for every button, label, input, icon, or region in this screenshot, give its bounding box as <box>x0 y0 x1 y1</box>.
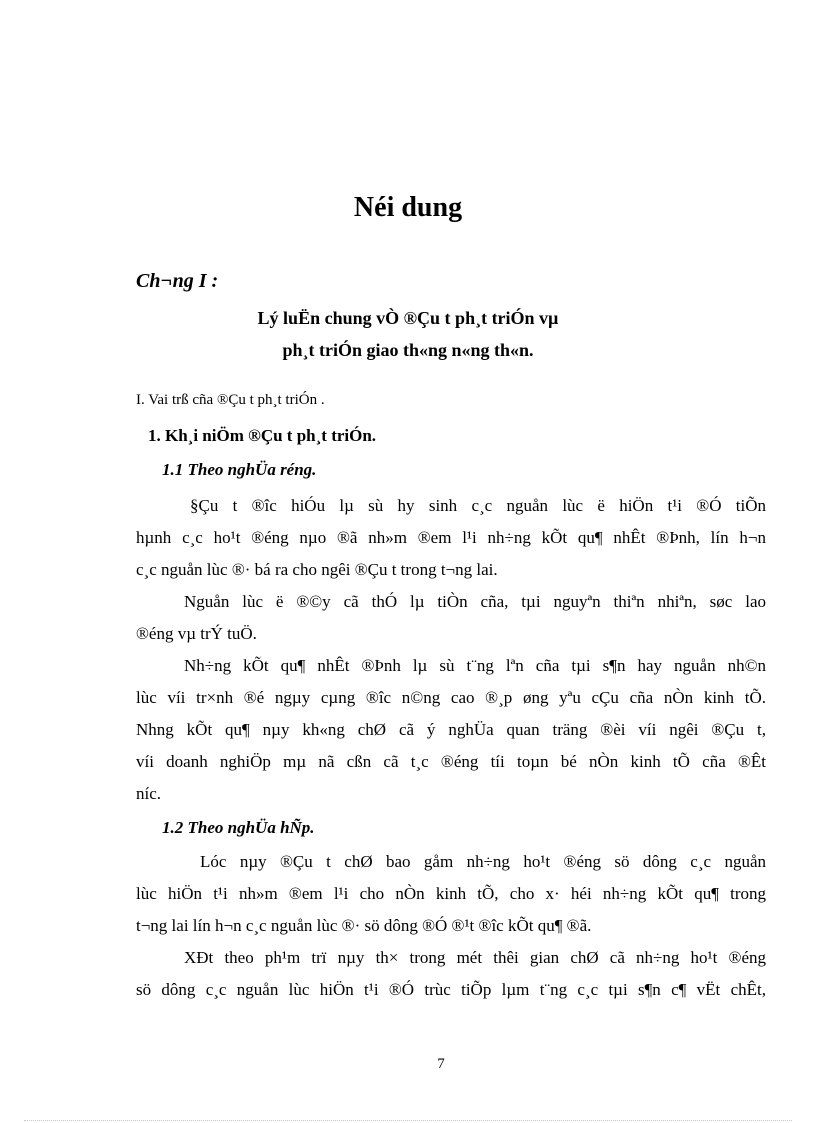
section-heading-i: I. Vai trß cña ®Çu t ph¸t triÓn . <box>136 392 325 408</box>
section-heading-1-2: 1.2 Theo nghÜa hÑp. <box>162 818 315 837</box>
paragraph-3-line: Nh÷ng kÕt qu¶ nhÊt ®Þnh lµ sù t¨ng lªn cña tµi s¶n hay nguån nh©n <box>184 656 766 675</box>
chapter-title-line-2: ph¸t triÓn giao th«ng n«ng th«n. <box>282 340 534 360</box>
paragraph-2 <box>136 586 766 650</box>
paragraph-5 <box>136 942 766 1006</box>
section-heading-1-1: 1.1 Theo nghÜa réng. <box>162 460 317 479</box>
page-bottom-divider <box>24 1120 792 1121</box>
page-title: Néi dung <box>353 192 463 223</box>
paragraph-4-line: t¬ng lai lín h¬n c¸c nguån lùc ®· sö dông ®Ó ®¹t ®îc kÕt qu¶ ®ã. <box>136 916 592 935</box>
paragraph-4-line: Lóc nµy ®Çu t chØ bao gåm nh÷ng ho¹t ®éng sö dông c¸c nguån <box>200 852 766 871</box>
paragraph-4 <box>136 846 766 942</box>
paragraph-3 <box>136 650 766 810</box>
paragraph-3-line: lùc víi tr×nh ®é ngµy cµng ®îc n©ng cao ®¸p øng yªu cÇu cña nÒn kinh tÕ. <box>136 688 766 707</box>
paragraph-1-line: hµnh c¸c ho¹t ®éng nµo ®ã nh»m ®em l¹i nh÷ng kÕt qu¶ nhÊt ®Þnh, lín h¬n <box>136 528 766 547</box>
paragraph-4-line: lùc hiÖn t¹i nh»m ®em l¹i cho nÒn kinh tÕ, cho x· héi nh÷ng kÕt qu¶ trong <box>136 884 766 903</box>
chapter-label: Ch¬ng I : <box>136 270 219 292</box>
paragraph-3-line: víi doanh nghiÖp mµ nã cßn cã t¸c ®éng tíi toµn bé nÒn kinh tÕ cña ®Êt <box>136 752 766 771</box>
paragraph-2-line: ®éng vµ trÝ tuÖ. <box>136 624 257 643</box>
section-heading-1: 1. Kh¸i niÖm ®Çu t ph¸t triÓn. <box>148 426 377 445</box>
paragraph-5-line: sö dông c¸c nguån lùc hiÖn t¹i ®Ó trùc tiÕp lµm t¨ng c¸c tµi s¶n c¶ vËt chÊt, <box>136 980 766 999</box>
chapter-title-line-1: Lý luËn chung vÒ ®Çu t ph¸t triÓn vµ <box>257 308 559 328</box>
page-number: 7 <box>437 1056 445 1072</box>
paragraph-1-line: c¸c nguån lùc ®· bá ra cho ngêi ®Çu t trong t¬ng lai. <box>136 560 498 579</box>
paragraph-1-line: §Çu t ®îc hiÓu lµ sù hy sinh c¸c nguån lùc ë hiÖn t¹i ®Ó tiÕn <box>190 496 766 515</box>
paragraph-3-line: níc. <box>136 784 162 803</box>
paragraph-1 <box>136 490 766 586</box>
paragraph-2-line: Nguån lùc ë ®©y cã thÓ lµ tiÒn cña, tµi nguyªn thiªn nhiªn, søc lao <box>184 592 766 611</box>
paragraph-5-line: XÐt theo ph¹m trï nµy th× trong mét thêi gian chØ cã nh÷ng ho¹t ®éng <box>184 948 766 967</box>
paragraph-3-line: Nhng kÕt qu¶ nµy kh«ng chØ cã ý nghÜa quan träng ®èi víi ngêi ®Çu t, <box>136 720 766 739</box>
